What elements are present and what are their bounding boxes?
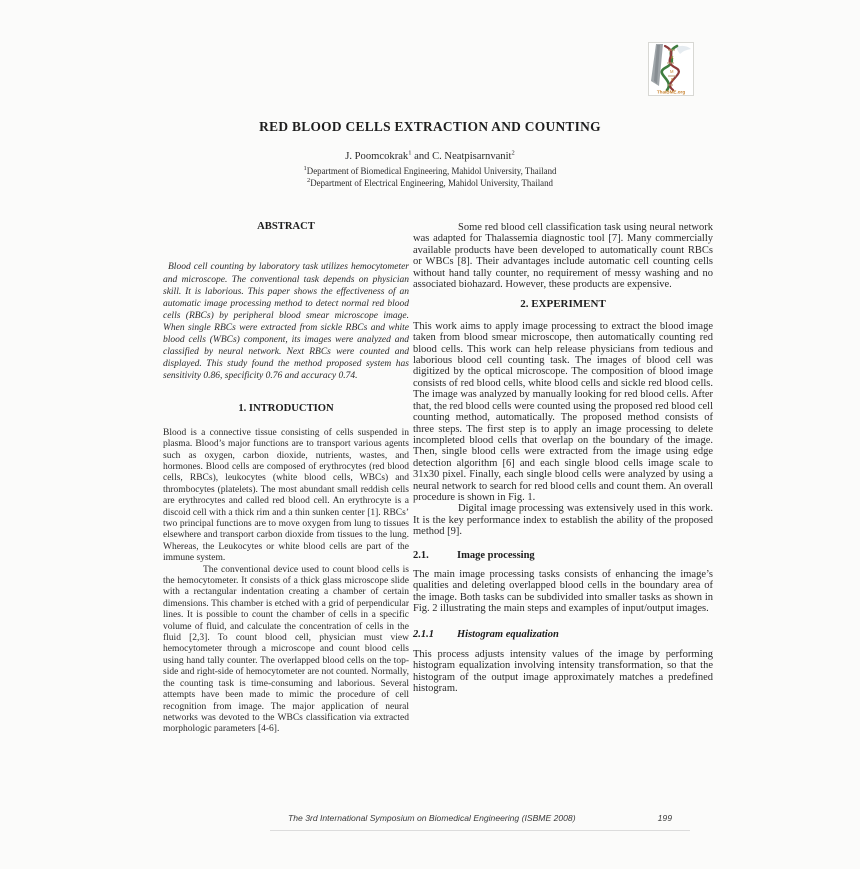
logo-letter-k: K [671,55,674,60]
experiment-heading: 2. EXPERIMENT [520,298,606,311]
conference-logo [648,42,694,96]
logo-caption: ThaiBME.org [656,89,686,95]
left-column [163,221,409,736]
abstract-heading: ABSTRACT [257,221,315,232]
title-block [140,119,720,189]
affiliation-1-text: Department of Biomedical Engineering, Mahidol University, Thailand [306,166,557,176]
affiliation-1-superscript: 1 [303,165,307,173]
right-column [413,222,713,695]
introduction-paragraph-2: The conventional device used to count blood cells is the hemocytometer. It consists of a thick glass microscope slide with a rectangular indentation creating a chamber of certain dimensions. This chamber is etched with a grid of perpendicular lines. It is possible to count the chamber of cells in a specific volume of fluid, and calculate the concentration of cells in the fluid [2,3]. To count blood cell, physician must view hemocytometer through a microscope and count blood cells using hand tally counter. The overlapped blood cells on the top-side and right-side of hemocytometer are not counted. Normally, the counting task is time-consuming and laborious. Several attempts have been made to mimic the procedure of cell recognition from image. The major application of neural networks was devoted to the WBCs classification via extracted morphologic parameters [4-6]. [163,564,409,735]
author-1: J. Poomcokrak [345,151,409,162]
affiliation-1 [140,166,720,178]
footer-page-number: 199 [657,813,672,823]
experiment-paragraph-2: Digital image processing was extensively used in this work. It is the key performance index to establish the ability of the proposed method [9]. [413,503,713,538]
experiment-paragraph-1: This work aims to apply image processing to extract the blood image taken from blood smear microscope, then automatically counting red blood cells. This work can help release physicians from tedious and laborious blood cell counting task. The images of blood cell was digitized by the optical microscope. The composition of blood image consists of red blood cells, white blood cells and sickle red blood cells. The image was analyzed by manually looking for red blood cells. After that, the red blood cells were counted using the proposed red blood cell counting method, automatically. The proposed method consists of three steps. The first step is to apply an image processing to delete incompleted blood cells that overlap on the boundary of the image. Then, single blood cells were extracted from the image using edge detection algorithm [6] and each single blood cells image scale to 31x30 pixel. Finally, each single blood cells were analyzed by using a neural network to search for red blood cells and count them. An overall procedure is shown in Fig. 1. [413,320,713,503]
related-work-paragraph: Some red blood cell classification task using neural network was adapted for Thalassemia diagnostic tool [7]. Many commercially available products have been developed to automatically count RBCs or WBCs [8]. Their advantages include automatic cell counting cells without hand tally counter, no requirement of messy washing and no associated biohazard. However, these products are expensive. [413,222,713,291]
author-1-superscript: 1 [408,149,412,157]
introduction-heading: 1. INTRODUCTION [238,403,334,415]
affiliation-2-superscript: 2 [306,176,311,184]
affiliation-2-text: Department of Electrical Engineering, Mahidol University, Thailand [310,177,553,188]
page-footer [270,813,690,831]
dna-helix-icon [648,42,694,96]
image-processing-heading-title: Image processing [457,549,535,561]
author-2-superscript: 2 [511,149,515,157]
introduction-paragraph-1: Blood is a connective tissue consisting of cells suspended in plasma. Blood’s major functions are to transport various agents such as oxygen, carbon dioxide, nutrients, wastes, and hormones. Blood cells are composed of erythrocytes (red blood cells, RBCs), leukocytes (white blood cells, WBCs) and thrombocytes (platelets). The most abundant small reddish cells are erythrocytes and called red blood cell. An erythrocyte is a discoid cell with a thick rim and a thin sunken center [1]. RBCs’ two principal functions are to move oxygen from lung to tissues elsewhere and transport carbon dioxide from tissues to the lung. Whereas, the Leukocytes or white blood cells are part of the immune system. [163,427,409,564]
logo-letter-m: M [670,69,674,74]
authors-line [140,151,720,162]
author-2: C. Neatpisarnvanit [432,151,512,162]
logo-letter-e: E [671,77,674,82]
affiliation-2 [140,178,720,190]
histogram-equalization-heading [413,629,713,640]
abstract-text: Blood cell counting by laboratory task utilizes hemocytometer and microscope. The conventional task depends on physician skill. It is laborious. This paper shows the effectiveness of an automatic image processing method to detect normal red blood cells (RBCs) by peripheral blood smear microscope image. When single RBCs were extracted from sickle RBCs and white blood cells (WBCs) component, its images were analyzed and classified by neural network. Next RBCs were counted and displayed. This study found the method proposed system has sensitivity 0.86, specificity 0.76 and accuracy 0.74. [163,262,409,382]
histogram-equalization-heading-number: 2.1.1 [413,628,434,640]
authors-joiner: and [411,151,433,162]
footer-proceedings-title: The 3rd International Symposium on Biomedical Engineering (ISBME 2008) [288,813,576,823]
histogram-equalization-heading-title: Histogram equalization [457,628,559,640]
paper-title: RED BLOOD CELLS EXTRACTION AND COUNTING [259,119,601,134]
image-processing-paragraph: The main image processing tasks consists of enhancing the image’s qualities and deleting overlapped blood cells in the boundary area of the image. Both tasks can be subdivided into smaller tasks as shown in Fig. 2 illustrating the main steps and examples of input/output images. [413,568,713,615]
histogram-equalization-paragraph: This process adjusts intensity values of the image by performing histogram equalization involving intensity transformation, so that the histogram of the output image approximately matches a predefined histogram. [413,649,713,695]
image-processing-heading-number: 2.1. [413,549,429,561]
image-processing-heading [413,550,713,561]
